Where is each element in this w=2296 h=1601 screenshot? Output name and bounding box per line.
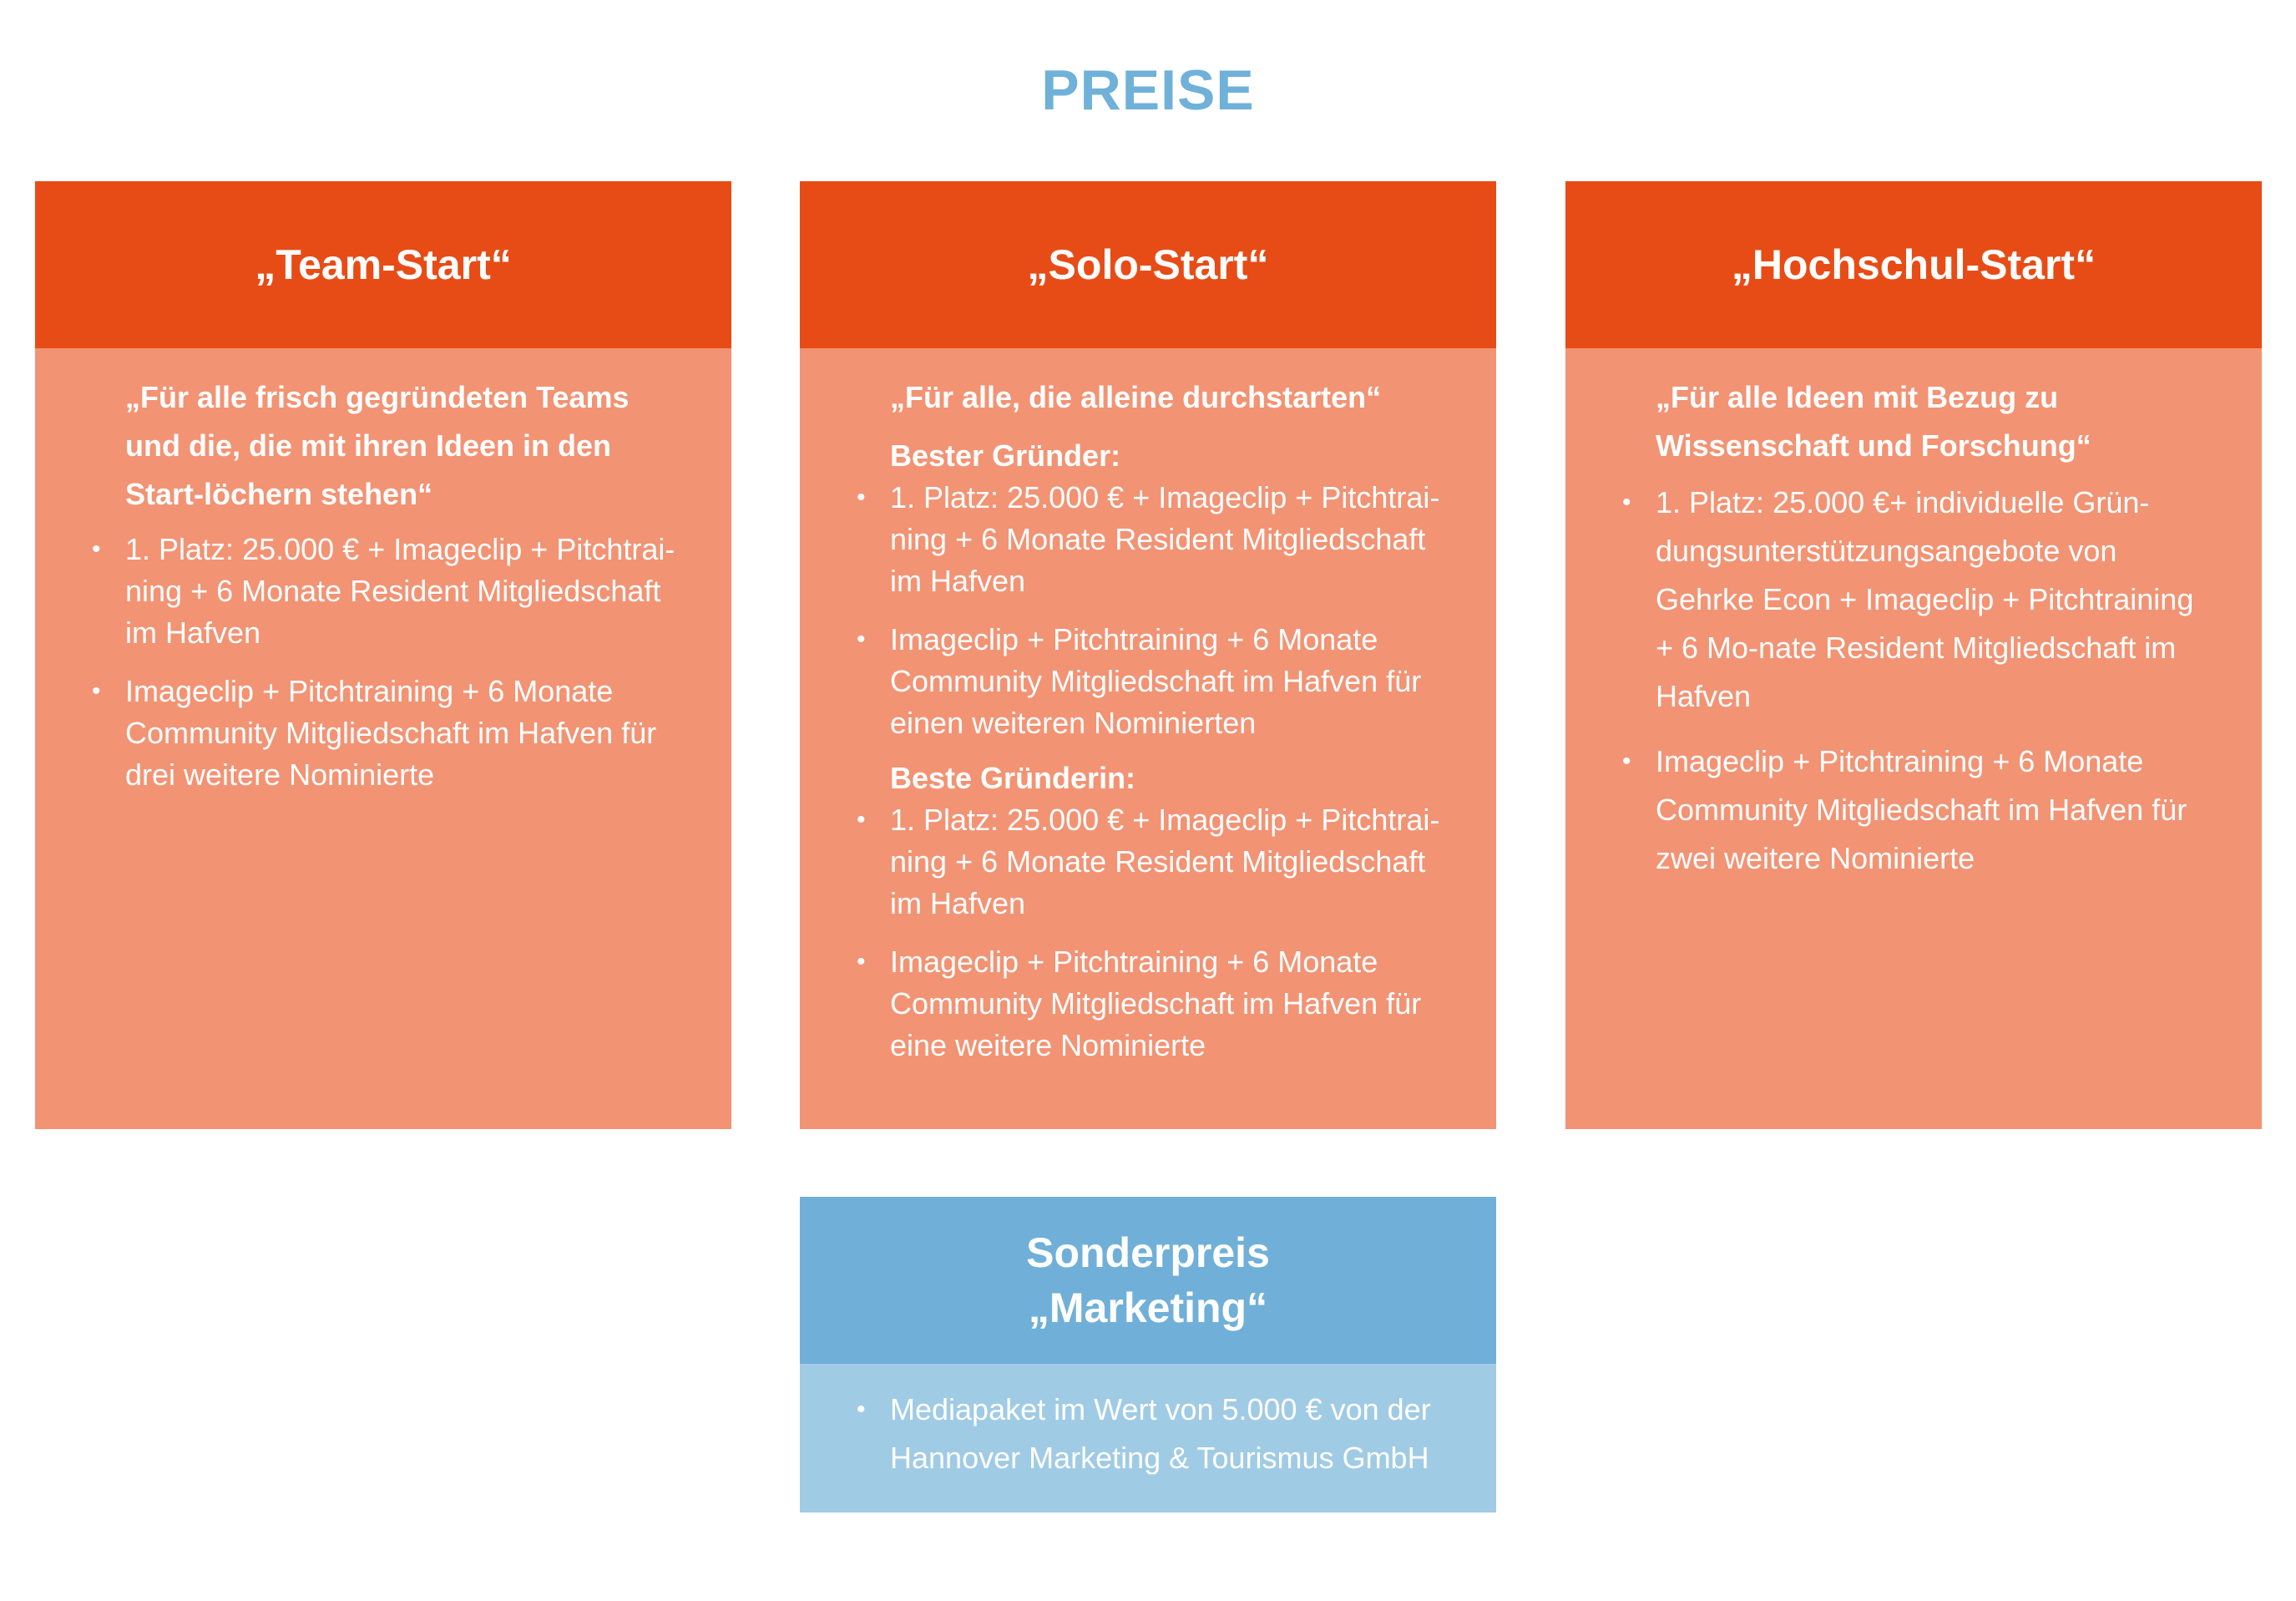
list-item [1622,737,2210,883]
page-title: PREISE [1041,58,1255,122]
list-item [857,799,1444,925]
list-item-text: Mediapaket im Wert von 5.000 € von der Hannover Marketing & Tourismus GmbH [890,1392,1431,1475]
bullet-icon: • [1622,489,1631,516]
card-intro: „Für alle Ideen mit Bezug zu Wissenschaft und Forschung“ [1656,380,2091,463]
bullet-icon: • [857,484,866,511]
list-item-text: 1. Platz: 25.000 € + Imageclip + Pitchtrai-ning + 6 Monate Resident Mitgliedschaft im Hafven [890,803,1440,920]
list-item [857,477,1444,602]
bullet-icon: • [92,677,101,705]
card-heading-line2: „Marketing“ [1028,1284,1268,1331]
card-heading: „Team-Start“ [35,181,731,348]
list-item-text: 1. Platz: 25.000 € + Imageclip + Pitchtrai-ning + 6 Monate Resident Mitgliedschaft im Hafven [890,480,1440,598]
card-body [800,348,1496,1129]
group-label-bester-gruender: Bester Gründer: [890,438,1121,473]
list-item-text: Imageclip + Pitchtraining + 6 Monate Community Mitgliedschaft im Hafven für eine weitere Nominierte [890,945,1422,1062]
prize-card-team-start [35,181,731,1129]
card-body [800,1364,1496,1512]
card-heading-line1: Sonderpreis [1026,1229,1270,1276]
bullet-icon: • [857,948,866,975]
prize-card-sonderpreis-marketing [800,1197,1496,1512]
group-label-beste-gruenderin: Beste Gründerin: [890,761,1136,795]
list-item-text: 1. Platz: 25.000 € + Imageclip + Pitchtrai-ning + 6 Monate Resident Mitgliedschaft im Hafven [125,532,675,650]
prize-list [857,477,1444,744]
prize-list [857,1386,1454,1482]
list-item [857,941,1444,1066]
list-item-text: Imageclip + Pitchtraining + 6 Monate Community Mitgliedschaft im Hafven für drei weitere Nominierte [125,674,657,792]
card-heading [800,1197,1496,1364]
card-intro: „Für alle frisch gegründeten Teams und die, die mit ihren Ideen in den Start-löchern stehen“ [125,380,630,511]
list-item [92,529,680,654]
list-item [857,1386,1454,1482]
list-item [92,671,680,796]
card-intro: „Für alle, die alleine durchstarten“ [890,380,1382,414]
bullet-icon: • [857,626,866,653]
card-body [35,348,731,1129]
bullet-icon: • [857,806,866,833]
bullet-icon: • [1622,747,1631,775]
list-item [857,619,1444,744]
prize-card-hochschul-start [1565,181,2262,1129]
prize-list [1622,479,2210,883]
card-body [1565,348,2262,1129]
card-heading: „Solo-Start“ [800,181,1496,348]
list-item-text: Imageclip + Pitchtraining + 6 Monate Community Mitgliedschaft im Hafven für einen weiteren Nominierten [890,622,1422,740]
list-item [1622,479,2210,721]
prize-list [857,799,1444,1066]
prize-list [92,529,680,796]
card-heading: „Hochschul-Start“ [1565,181,2262,348]
list-item-text: 1. Platz: 25.000 €+ individuelle Grün-dungsunterstützungsangebote von Gehrke Econ + Imageclip + Pitchtraining + 6 Mo-nate Resident Mitgliedschaft im Hafven [1656,485,2194,713]
bullet-icon: • [857,1396,866,1423]
prize-card-solo-start [800,181,1496,1129]
bullet-icon: • [92,535,101,563]
list-item-text: Imageclip + Pitchtraining + 6 Monate Community Mitgliedschaft im Hafven für zwei weitere Nominierte [1656,744,2187,875]
